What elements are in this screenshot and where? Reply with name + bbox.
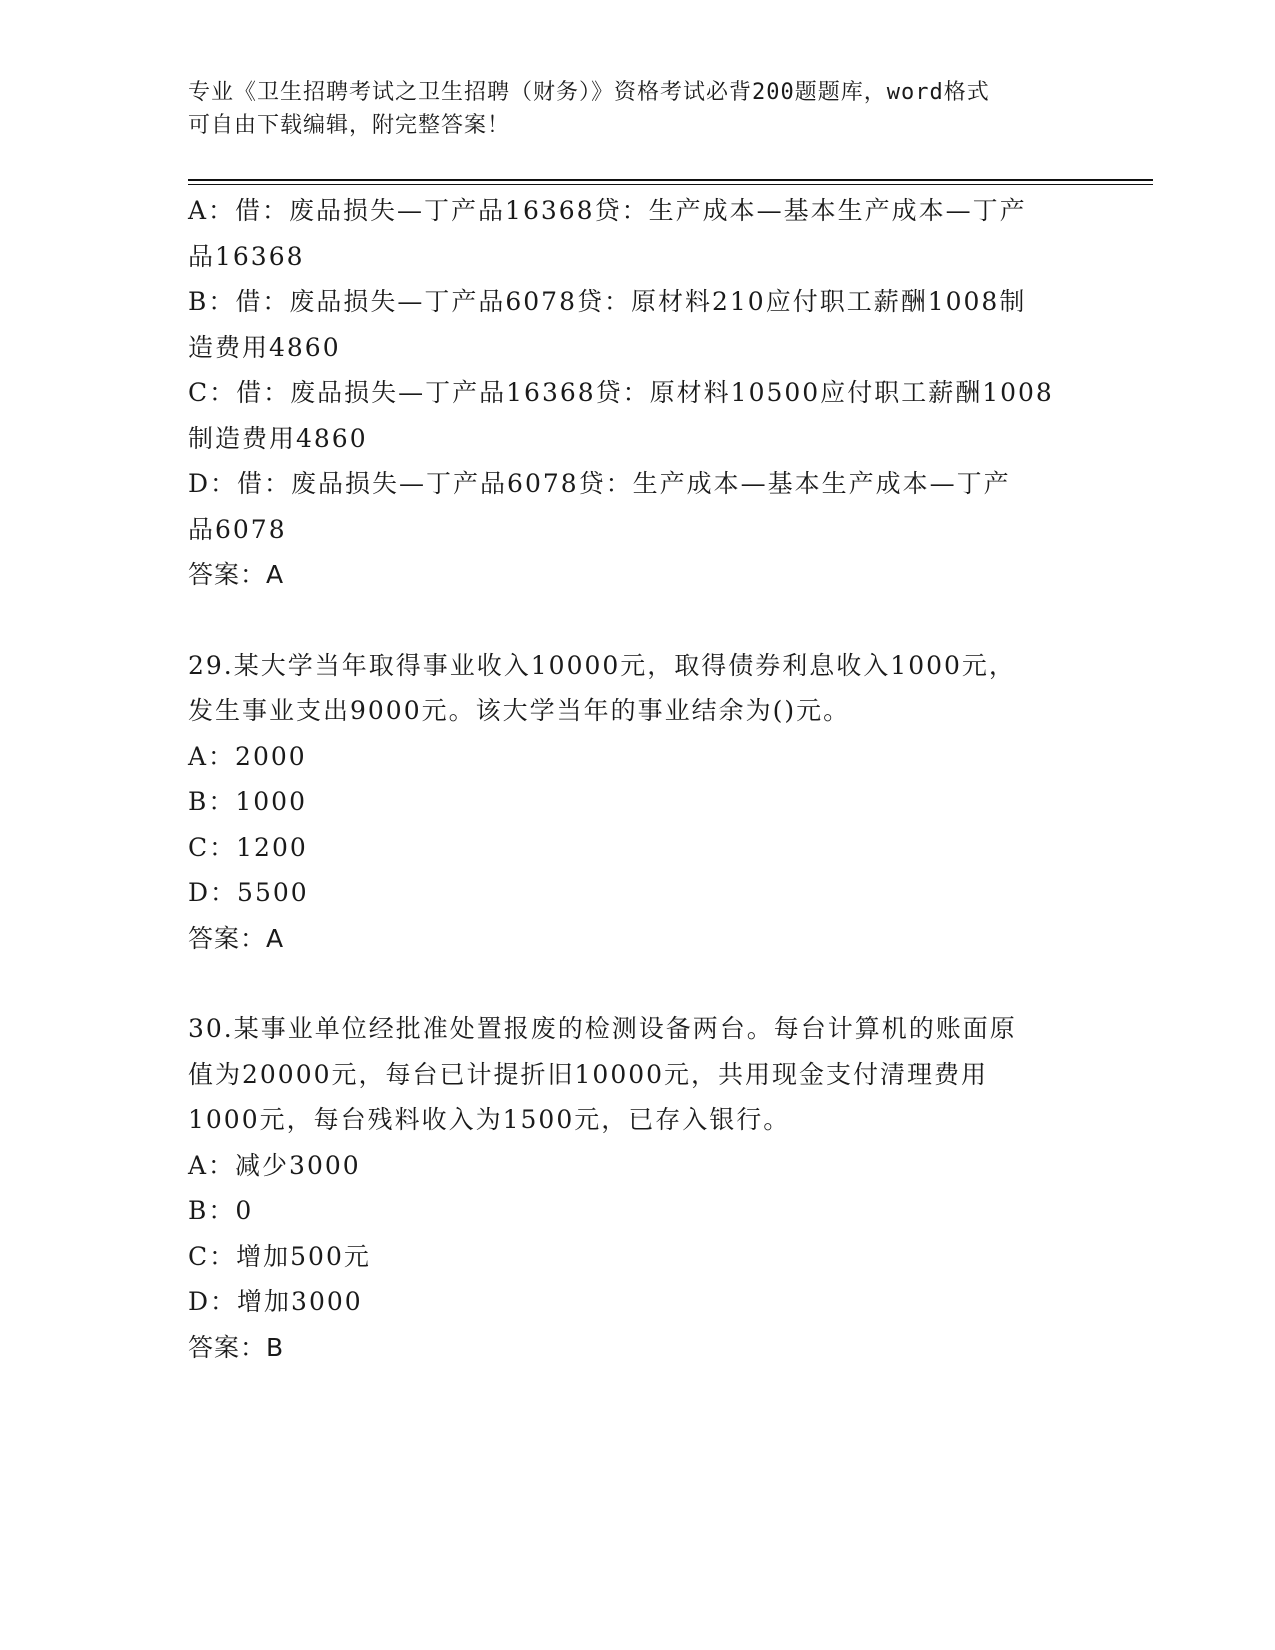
q28-option-b-line-2: 造费用4860 bbox=[188, 332, 341, 362]
document-body bbox=[188, 188, 1088, 1370]
q30-option-b: B：0 bbox=[188, 1196, 254, 1225]
header-divider-thick bbox=[188, 179, 1153, 181]
q30-option-a: A：减少3000 bbox=[188, 1150, 361, 1180]
header-line-2: 可自由下载编辑，附完整答案！ bbox=[188, 113, 511, 138]
q28-option-a-line-2: 品16368 bbox=[188, 241, 305, 271]
q28-option-d-line-2: 品6078 bbox=[188, 514, 287, 544]
q30-option-c: C：增加500元 bbox=[188, 1241, 371, 1271]
question-29-block bbox=[188, 643, 1088, 962]
q28-option-a-line-1: A：借：废品损失—丁产品16368贷：生产成本—基本生产成本—丁产 bbox=[188, 196, 1027, 225]
spacer bbox=[188, 961, 1088, 1006]
q28-answer: 答案：A bbox=[188, 560, 285, 589]
spacer bbox=[188, 598, 1088, 643]
q29-stem-line-2: 发生事业支出9000元。该大学当年的事业结余为()元。 bbox=[188, 696, 851, 725]
q29-answer: 答案：A bbox=[188, 923, 285, 953]
question-30-block bbox=[188, 1006, 1088, 1370]
question-28-block bbox=[188, 188, 1088, 598]
document-header bbox=[188, 76, 1088, 142]
q28-option-d-line-1: D：借：废品损失—丁产品6078贷：生产成本—基本生产成本—丁产 bbox=[188, 469, 1011, 498]
q29-option-d: D：5500 bbox=[188, 878, 309, 907]
q28-option-b-line-1: B：借：废品损失—丁产品6078贷：原材料210应付职工薪酬1008制 bbox=[188, 287, 1027, 316]
q30-option-d: D：增加3000 bbox=[188, 1287, 363, 1316]
q30-stem-line-1: 30.某事业单位经批准处置报废的检测设备两台。每台计算机的账面原 bbox=[188, 1014, 1017, 1043]
q29-stem-line-1: 29.某大学当年取得事业收入10000元，取得债券利息收入1000元， bbox=[188, 650, 1016, 680]
header-divider-thin bbox=[188, 184, 1153, 185]
header-line-1: 专业《卫生招聘考试之卫生招聘（财务）》资格考试必背200题题库，word格式 bbox=[188, 80, 990, 105]
q28-option-c-line-2: 制造费用4860 bbox=[188, 423, 368, 453]
q29-option-c: C：1200 bbox=[188, 832, 308, 862]
q28-option-c-line-1: C：借：废品损失—丁产品16368贷：原材料10500应付职工薪酬1008 bbox=[188, 378, 1054, 407]
q29-option-b: B：1000 bbox=[188, 787, 307, 816]
q30-answer: 答案：B bbox=[188, 1332, 285, 1362]
q30-stem-line-2: 值为20000元，每台已计提折旧10000元，共用现金支付清理费用 bbox=[188, 1059, 989, 1089]
q29-option-a: A：2000 bbox=[188, 741, 307, 771]
q30-stem-line-3: 1000元，每台残料收入为1500元，已存入银行。 bbox=[188, 1105, 791, 1134]
